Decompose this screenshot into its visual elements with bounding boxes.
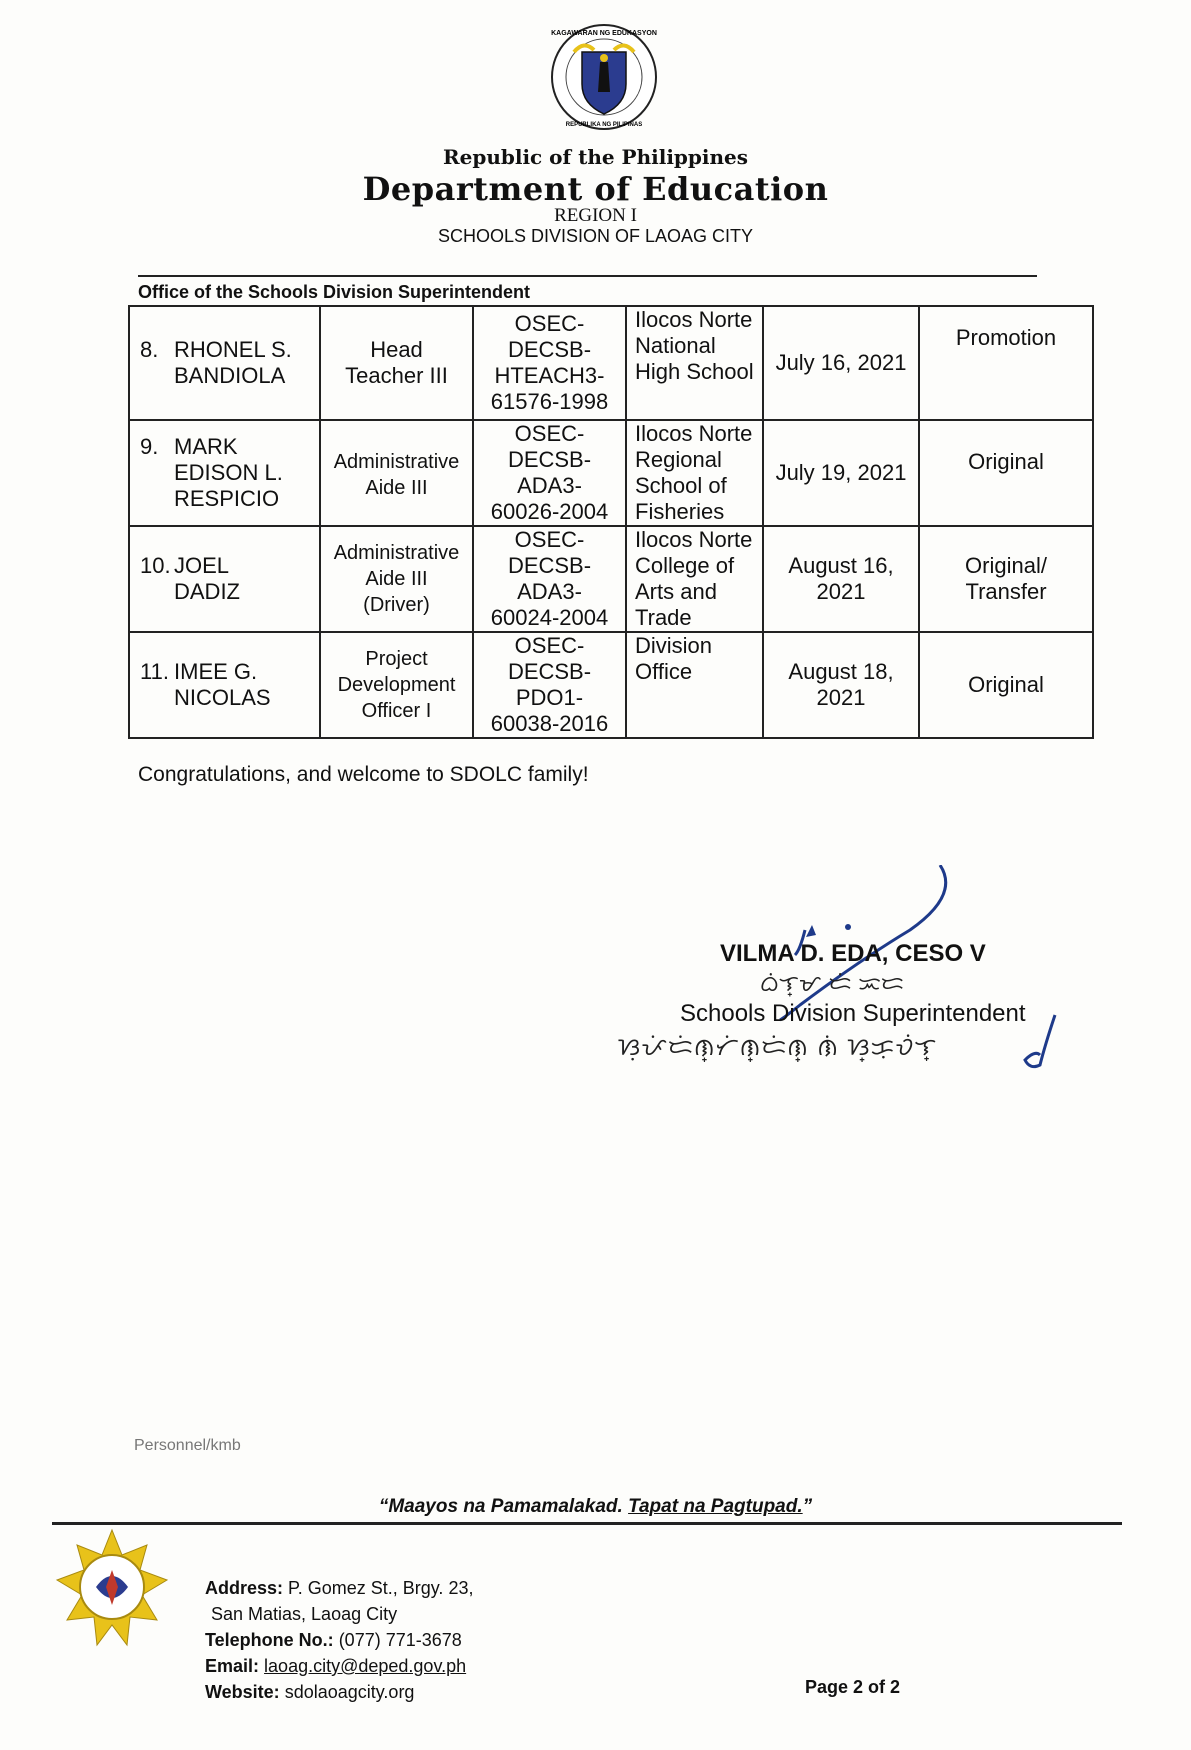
employee-name: RHONEL S. BANDIOLA	[174, 337, 292, 388]
effectivity-cell: July 19, 2021	[763, 420, 919, 526]
status-cell: Original/ Transfer	[919, 526, 1093, 632]
contact-block	[205, 1575, 473, 1705]
item-number-cell: OSEC- DECSB- PDO1- 60038-2016	[473, 632, 626, 738]
header-divider	[138, 275, 1037, 277]
deped-seal	[544, 22, 664, 132]
name-cell	[129, 306, 320, 420]
item-number-cell: OSEC- DECSB- HTEACH3- 61576-1998	[473, 306, 626, 420]
motto	[0, 1496, 1191, 1518]
appointment-table	[128, 305, 1094, 739]
status-cell: Original	[919, 632, 1093, 738]
website-label: Website:	[205, 1682, 280, 1702]
seal-text-top: KAGAWARAN NG EDUKASYON	[551, 30, 657, 37]
sdo-logo	[52, 1525, 172, 1665]
seal-text-bottom: REPUBLIKA NG PILIPINAS	[565, 122, 643, 128]
item-number-cell: OSEC- DECSB- ADA3- 60024-2004	[473, 526, 626, 632]
row-number: 11.	[140, 659, 169, 684]
position-cell: Project Development Officer I	[320, 632, 473, 738]
motto-post: ”	[802, 1496, 813, 1517]
address-line2: San Matias, Laoag City	[211, 1604, 398, 1624]
footer-divider	[52, 1522, 1122, 1525]
effectivity-cell: August 18, 2021	[763, 632, 919, 738]
email-link[interactable]: laoag.city@deped.gov.ph	[264, 1656, 467, 1676]
status-cell: Original	[919, 420, 1093, 526]
position-cell: Administrative Aide III (Driver)	[320, 526, 473, 632]
status-cell: Promotion	[919, 306, 1093, 420]
telephone-label: Telephone No.:	[205, 1630, 334, 1650]
address-line1: P. Gomez St., Brgy. 23,	[288, 1578, 474, 1598]
email-label: Email:	[205, 1656, 260, 1676]
name-cell	[129, 420, 320, 526]
baybayin-name: ᜊᜒᜎ᜔ᜋ ᜇᜒ ᜁᜇ	[760, 972, 904, 997]
telephone-value: (077) 771-3678	[338, 1630, 462, 1650]
employee-name: IMEE G. NICOLAS	[174, 659, 271, 710]
division-heading: SCHOOLS DIVISION OF LAOAG CITY	[437, 226, 754, 246]
baybayin-position: ᜐᜓᜉᜒᜇᜒᜈ᜔ᜆᜒᜈ᜔ᜇᜒᜈ᜔ ᜈᜒ ᜐ᜔ᜃᜓᜏᜒᜎ᜔	[618, 1033, 938, 1061]
school-cell: Ilocos Norte Regional School of Fisheries	[626, 420, 763, 526]
employee-name: JOEL DADIZ	[174, 553, 240, 604]
republic-heading: Republic of the Philippines	[442, 145, 749, 169]
school-cell: Ilocos Norte College of Arts and Trade	[626, 526, 763, 632]
address-label: Address:	[205, 1578, 284, 1598]
effectivity-cell: July 16, 2021	[763, 306, 919, 420]
name-cell	[129, 632, 320, 738]
row-number: 8.	[140, 337, 159, 362]
row-number: 9.	[140, 434, 159, 459]
motto-pre: “Maayos na Pamamalakad.	[378, 1496, 629, 1517]
page-number: Page 2 of 2	[805, 1677, 901, 1697]
website-value: sdolaoagcity.org	[284, 1682, 415, 1702]
office-label: Office of the Schools Division Superintendent	[138, 282, 531, 302]
school-cell: Division Office	[626, 632, 763, 738]
table-row	[129, 632, 1093, 738]
personnel-initials: Personnel/kmb	[134, 1437, 241, 1454]
table-row	[129, 306, 1093, 420]
motto-mid: Tapat na Pagtupad.	[628, 1496, 803, 1517]
signatory-name: VILMA D. EDA, CESO V	[720, 940, 986, 967]
name-cell	[129, 526, 320, 632]
employee-name: MARK EDISON L. RESPICIO	[174, 434, 283, 511]
position-cell: Head Teacher III	[320, 306, 473, 420]
school-cell: Ilocos Norte National High School	[626, 306, 763, 420]
region-heading: REGION I	[554, 205, 637, 226]
effectivity-cell: August 16, 2021	[763, 526, 919, 632]
position-cell: Administrative Aide III	[320, 420, 473, 526]
item-number-cell: OSEC- DECSB- ADA3- 60026-2004	[473, 420, 626, 526]
table-row	[129, 420, 1093, 526]
row-number: 10.	[140, 553, 171, 578]
signatory-position: Schools Division Superintendent	[680, 1000, 1026, 1027]
department-heading: Department of Education	[362, 170, 829, 208]
congratulations-text: Congratulations, and welcome to SDOLC family!	[138, 763, 589, 786]
table-row	[129, 526, 1093, 632]
